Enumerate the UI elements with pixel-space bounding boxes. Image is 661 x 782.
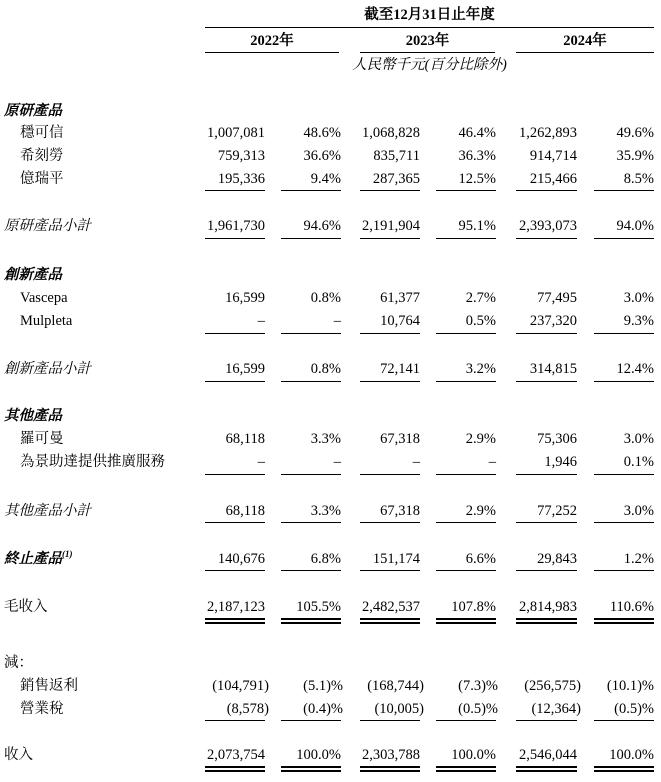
- double-rule: [360, 766, 420, 772]
- cell-rule: [436, 570, 496, 571]
- cell-rule: [281, 720, 341, 721]
- cell-2022-amount: 16,599: [225, 361, 265, 377]
- cell-2023-pct: 107.8%: [451, 599, 496, 615]
- cell-2024-amount: 75,306: [537, 431, 577, 447]
- cell-2023-amount: 2,482,537: [362, 599, 420, 615]
- cell-rule: [436, 381, 496, 382]
- cell-rule: [205, 474, 265, 475]
- cell-rule: [281, 333, 341, 334]
- cell-rule: [281, 570, 341, 571]
- cell-2024-amount: 215,466: [529, 171, 577, 187]
- cell-rule: [516, 720, 577, 721]
- year-2022-header: 2022年: [250, 33, 294, 49]
- row-label: 毛收入: [4, 599, 48, 615]
- row-label: 其他產品小計: [4, 503, 91, 519]
- cell-2024-amount: 2,393,073: [519, 218, 577, 234]
- cell-rule: [436, 333, 496, 334]
- double-rule: [516, 618, 577, 624]
- cell-2022-pct: 48.6%: [303, 125, 341, 141]
- cell-2022-pct: 0.8%: [310, 290, 341, 306]
- cell-2023-pct: 2.9%: [465, 431, 496, 447]
- row-label: Vascepa: [20, 290, 68, 306]
- cell-rule: [205, 238, 265, 239]
- cell-2023-pct: 95.1%: [458, 218, 496, 234]
- cell-rule: [594, 570, 654, 571]
- cell-2022-pct: 105.5%: [296, 599, 341, 615]
- cell-2023-pct: 100.0%: [451, 747, 496, 763]
- cell-2023-amount: 287,365: [372, 171, 420, 187]
- cell-2023-pct: 2.9%: [465, 503, 496, 519]
- cell-rule: [205, 381, 265, 382]
- cell-rule: [436, 522, 496, 523]
- cell-2023-pct: 3.2%: [465, 361, 496, 377]
- cell-rule: [516, 238, 577, 239]
- cell-2022-pct: 94.6%: [303, 218, 341, 234]
- cell-2023-pct: (0.5)%: [458, 701, 498, 717]
- double-rule: [281, 766, 341, 772]
- cell-2024-pct: 49.6%: [616, 125, 654, 141]
- cell-2022-pct: 9.4%: [310, 171, 341, 187]
- double-rule: [281, 618, 341, 624]
- row-label: 希刻勞: [20, 148, 64, 164]
- cell-2022-pct: (0.4)%: [303, 701, 343, 717]
- cell-rule: [360, 333, 420, 334]
- cell-rule: [436, 474, 496, 475]
- double-rule: [594, 766, 654, 772]
- cell-2022-amount: 1,961,730: [207, 218, 265, 234]
- cell-2024-pct: 1.2%: [623, 551, 654, 567]
- cell-2023-amount: 67,318: [380, 503, 420, 519]
- cell-2023-pct: (7.3)%: [458, 678, 498, 694]
- cell-2022-pct: 0.8%: [310, 361, 341, 377]
- cell-2024-pct: 94.0%: [616, 218, 654, 234]
- cell-rule: [281, 522, 341, 523]
- cell-rule: [516, 333, 577, 334]
- less-title: 減：: [4, 655, 33, 671]
- cell-2022-pct: –: [333, 454, 341, 470]
- cell-rule: [360, 720, 420, 721]
- cell-rule: [205, 190, 265, 191]
- year-2023-rule: [360, 52, 495, 53]
- cell-rule: [205, 333, 265, 334]
- cell-2022-pct: 36.6%: [303, 148, 341, 164]
- cell-2024-amount: 29,843: [537, 551, 577, 567]
- cell-2022-amount: 140,676: [217, 551, 265, 567]
- double-rule: [516, 766, 577, 772]
- discontinued-label: 終止產品: [4, 551, 62, 567]
- cell-2023-pct: 46.4%: [458, 125, 496, 141]
- row-label: Mulpleta: [20, 313, 73, 329]
- cell-rule: [516, 474, 577, 475]
- cell-2022-pct: 3.3%: [310, 431, 341, 447]
- unit-note: 人民幣千元(百分比除外): [352, 57, 507, 73]
- cell-2023-pct: 6.6%: [465, 551, 496, 567]
- cell-rule: [281, 474, 341, 475]
- cell-rule: [360, 570, 420, 571]
- cell-2024-amount: 237,320: [529, 313, 577, 329]
- cell-2024-pct: 110.6%: [609, 599, 654, 615]
- cell-2023-pct: –: [488, 454, 496, 470]
- cell-rule: [594, 238, 654, 239]
- cell-2023-amount: (168,744): [367, 678, 424, 694]
- row-label: 創新產品小計: [4, 361, 91, 377]
- cell-2022-amount: 759,313: [217, 148, 265, 164]
- cell-2024-pct: 3.0%: [623, 290, 654, 306]
- cell-rule: [360, 474, 420, 475]
- cell-2024-pct: 12.4%: [616, 361, 654, 377]
- cell-2022-amount: 68,118: [225, 431, 265, 447]
- row-label: 收入: [4, 747, 33, 763]
- row-label: [4, 550, 73, 568]
- cell-rule: [205, 720, 265, 721]
- cell-rule: [516, 570, 577, 571]
- cell-2023-amount: 72,141: [380, 361, 420, 377]
- section-title-other: 其他產品: [4, 408, 62, 424]
- cell-2022-amount: 68,118: [225, 503, 265, 519]
- cell-rule: [281, 381, 341, 382]
- period-header: 截至12月31日止年度: [364, 7, 495, 23]
- cell-2022-pct: –: [333, 313, 341, 329]
- cell-2024-pct: (0.5)%: [614, 701, 654, 717]
- cell-2023-amount: 67,318: [380, 431, 420, 447]
- row-label: 億瑞平: [20, 171, 64, 187]
- cell-2024-pct: (10.1)%: [606, 678, 654, 694]
- cell-2022-amount: (104,791): [212, 678, 269, 694]
- cell-rule: [281, 190, 341, 191]
- cell-2022-amount: 2,187,123: [207, 599, 265, 615]
- year-2024-header: 2024年: [563, 33, 607, 49]
- cell-rule: [360, 190, 420, 191]
- cell-rule: [594, 190, 654, 191]
- cell-2024-pct: 35.9%: [616, 148, 654, 164]
- section-title-proprietary: 原研產品: [4, 103, 62, 119]
- cell-rule: [594, 474, 654, 475]
- cell-2022-amount: 16,599: [225, 290, 265, 306]
- row-label: 為景助達提供推廣服務: [20, 454, 165, 470]
- cell-2024-amount: 2,814,983: [519, 599, 577, 615]
- cell-2023-pct: 36.3%: [458, 148, 496, 164]
- cell-rule: [516, 381, 577, 382]
- cell-2024-amount: (256,575): [524, 678, 581, 694]
- cell-2023-pct: 0.5%: [465, 313, 496, 329]
- double-rule: [436, 766, 496, 772]
- cell-rule: [436, 238, 496, 239]
- cell-2024-amount: 914,714: [529, 148, 577, 164]
- cell-2024-amount: 1,262,893: [519, 125, 577, 141]
- year-2022-rule: [205, 52, 339, 53]
- row-label: 原研產品小計: [4, 218, 91, 234]
- cell-2022-amount: 1,007,081: [207, 125, 265, 141]
- cell-rule: [436, 720, 496, 721]
- cell-rule: [205, 570, 265, 571]
- row-label: 穩可信: [20, 125, 64, 141]
- cell-2024-pct: 100.0%: [609, 747, 654, 763]
- double-rule: [205, 618, 265, 624]
- cell-2023-amount: 61,377: [380, 290, 420, 306]
- cell-2022-amount: (8,578): [226, 701, 269, 717]
- cell-2023-amount: 10,764: [380, 313, 420, 329]
- double-rule: [360, 618, 420, 624]
- period-rule: [205, 27, 654, 28]
- cell-2024-pct: 9.3%: [623, 313, 654, 329]
- cell-rule: [436, 190, 496, 191]
- cell-rule: [516, 522, 577, 523]
- cell-2024-amount: 77,252: [537, 503, 577, 519]
- cell-rule: [594, 522, 654, 523]
- cell-rule: [205, 522, 265, 523]
- double-rule: [205, 766, 265, 772]
- cell-rule: [360, 381, 420, 382]
- year-2023-header: 2023年: [405, 33, 450, 49]
- row-label: 羅可曼: [20, 431, 64, 447]
- cell-rule: [594, 381, 654, 382]
- cell-2022-amount: 195,336: [217, 171, 265, 187]
- cell-rule: [360, 238, 420, 239]
- cell-2023-amount: 2,191,904: [362, 218, 420, 234]
- cell-2023-amount: 1,068,828: [362, 125, 420, 141]
- double-rule: [436, 618, 496, 624]
- cell-2024-amount: 1,946: [544, 454, 577, 470]
- cell-2023-amount: 835,711: [373, 148, 420, 164]
- cell-2023-amount: –: [412, 454, 420, 470]
- footnote-ref: (1): [62, 549, 73, 560]
- cell-2023-amount: 151,174: [372, 551, 420, 567]
- cell-rule: [594, 720, 654, 721]
- cell-2024-amount: 314,815: [529, 361, 577, 377]
- cell-2024-amount: (12,364): [531, 701, 581, 717]
- cell-rule: [281, 238, 341, 239]
- cell-2022-amount: –: [257, 313, 265, 329]
- cell-2024-amount: 2,546,044: [519, 747, 577, 763]
- row-label: 銷售返利: [20, 678, 78, 694]
- row-label: 營業稅: [20, 701, 64, 717]
- cell-2024-pct: 3.0%: [623, 503, 654, 519]
- cell-2022-amount: 2,073,754: [207, 747, 265, 763]
- cell-rule: [516, 190, 577, 191]
- cell-2024-pct: 3.0%: [623, 431, 654, 447]
- cell-rule: [360, 522, 420, 523]
- double-rule: [594, 618, 654, 624]
- cell-2022-amount: –: [257, 454, 265, 470]
- cell-2024-amount: 77,495: [537, 290, 577, 306]
- year-2024-rule: [516, 52, 654, 53]
- cell-2023-amount: (10,005): [374, 701, 424, 717]
- cell-2024-pct: 8.5%: [623, 171, 654, 187]
- cell-2022-pct: 6.8%: [310, 551, 341, 567]
- section-title-innovative: 創新產品: [4, 267, 62, 283]
- cell-2023-pct: 12.5%: [458, 171, 496, 187]
- cell-2022-pct: (5.1)%: [303, 678, 343, 694]
- cell-2023-pct: 2.7%: [465, 290, 496, 306]
- cell-2024-pct: 0.1%: [623, 454, 654, 470]
- cell-2022-pct: 100.0%: [296, 747, 341, 763]
- cell-2023-amount: 2,303,788: [362, 747, 420, 763]
- cell-rule: [594, 333, 654, 334]
- cell-2022-pct: 3.3%: [310, 503, 341, 519]
